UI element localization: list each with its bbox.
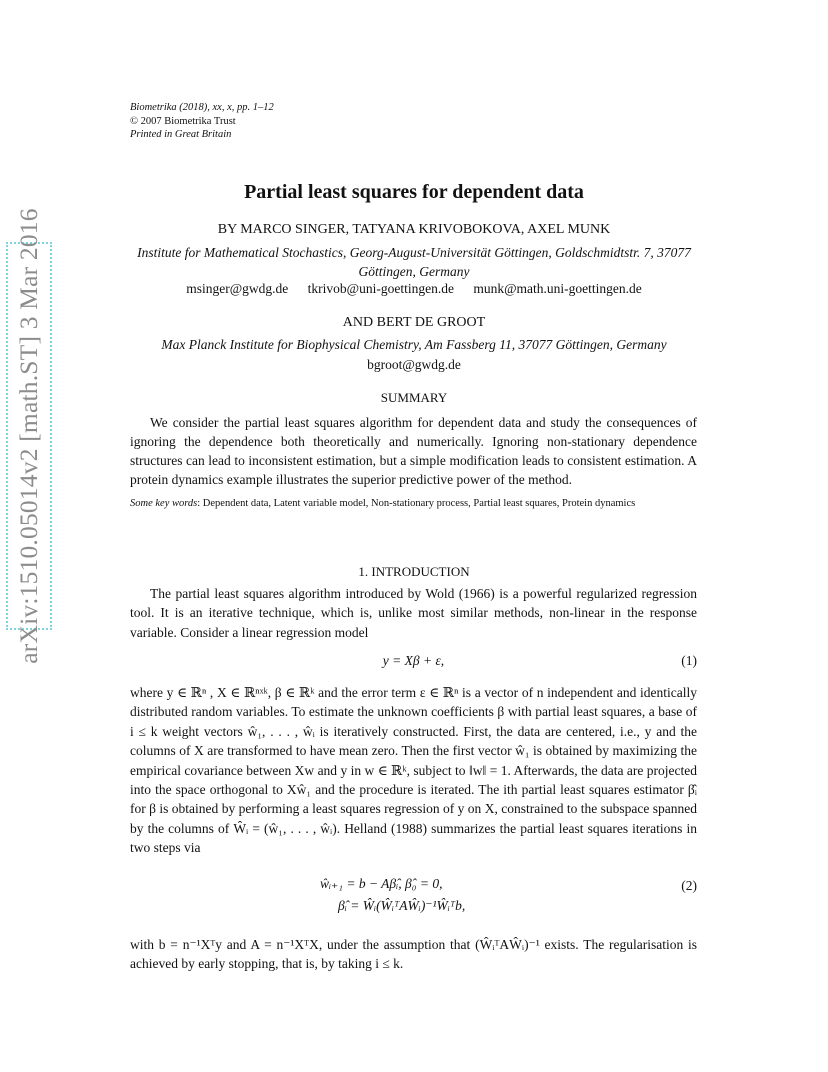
equation-2-line-2: β̂ᵢ = Ŵᵢ(ŴᵢᵀAŴᵢ)⁻¹Ŵᵢᵀb, [338,898,466,913]
email-singer: msinger@gwdg.de [186,281,289,296]
equation-2-number: (2) [681,878,697,893]
email-krivobokova: tkrivob@uni-goettingen.de [307,281,454,296]
equation-1-number: (1) [681,653,697,668]
paper-title: Partial least squares for dependent data [244,181,584,203]
second-author-line: AND BERT DE GROOT [342,315,486,330]
email-degroot: bgroot@gwdg.de [367,357,461,372]
journal-citation: Biometrika (2018), xx, x, pp. 1–12 [130,102,274,113]
equation-2-line-1: ŵᵢ₊₁ = b − Aβ̂ᵢ, β̂₀ = 0, [320,876,443,891]
equation-1 [130,653,697,673]
keywords [130,497,697,511]
affiliation-2: Max Planck Institute for Biophysical Chemistry, Am Fassberg 11, 37077 Göttingen, Germany [161,337,667,352]
section-heading-introduction: 1. INTRODUCTION [358,564,470,579]
authors-line: BY MARCO SINGER, TATYANA KRIVOBOKOVA, AXEL MUNK [217,222,611,237]
printed-line: Printed in Great Britain [130,129,232,140]
emails-1 [0,281,828,297]
paragraph-2: where y ∈ ℝⁿ , X ∈ ℝⁿˣᵏ, β ∈ ℝᵏ and the error term ε ∈ ℝⁿ is a vector of n independent and identically distributed random variables. To estimate the unknown coefficients β with partial least squares, a base of i ≤ k weight vectors ŵ₁, . . . , ŵᵢ is iteratively constructed. First, the data are centered, i.e., y and the columns of X are transformed to have mean zero. Then the first vector ŵ₁ is obtained by maximizing the empirical covariance between Xw and y in w ∈ ℝᵏ, subject to ‖w‖ = 1. Afterwards, the data are projected into the space orthogonal to Xŵ₁ and the procedure is iterated. The ith partial least squares estimator β̂ᵢ for β is obtained by performing a least squares regression of y on X, constrained to the subspace spanned by the columns of Ŵᵢ = (ŵ₁, . . . , ŵᵢ). Helland (1988) summarizes the partial least squares iterations in two steps via [130,685,697,856]
equation-2 [130,876,697,920]
arxiv-identifier: arXiv:1510.05014v2 [math.ST] 3 Mar 2016 [14,208,43,664]
intro-paragraph: The partial least squares algorithm introduced by Wold (1966) is a powerful regularized regression tool. It is an iterative technique, which is, unlike most similar methods, non-linear in the response variable. Consider a linear regression model [130,586,697,640]
abstract-text: We consider the partial least squares algorithm for dependent data and study the consequences of ignoring the dependence both theoretically and numerically. Ignoring non-stationary dependence structures can lead to inconsistent estimation, but a simple modification leads to consistent estimation. A protein dynamics example illustrates the superior predictive power of the method. [130,415,697,487]
keywords-list: : Dependent data, Latent variable model, Non-stationary process, Partial least squares, Protein dynamics [197,498,636,509]
paragraph-3: with b = n⁻¹Xᵀy and A = n⁻¹XᵀX, under the assumption that (ŴᵢᵀAŴᵢ)⁻¹ exists. The regularisation is achieved by early stopping, that is, by taking i ≤ k. [130,937,697,972]
equation-1-body: y = Xβ + ε, [382,653,445,668]
summary-heading: SUMMARY [380,390,448,405]
affiliation-1: Institute for Mathematical Stochastics, Georg-August-Universität Göttingen, Goldschmidtstr. 7, 37077 Göttingen, Germany [137,245,691,279]
email-munk: munk@math.uni-goettingen.de [473,281,642,296]
copyright-line: © 2007 Biometrika Trust [130,115,236,127]
keywords-label: Some key words [130,498,198,509]
journal-header [130,101,274,142]
